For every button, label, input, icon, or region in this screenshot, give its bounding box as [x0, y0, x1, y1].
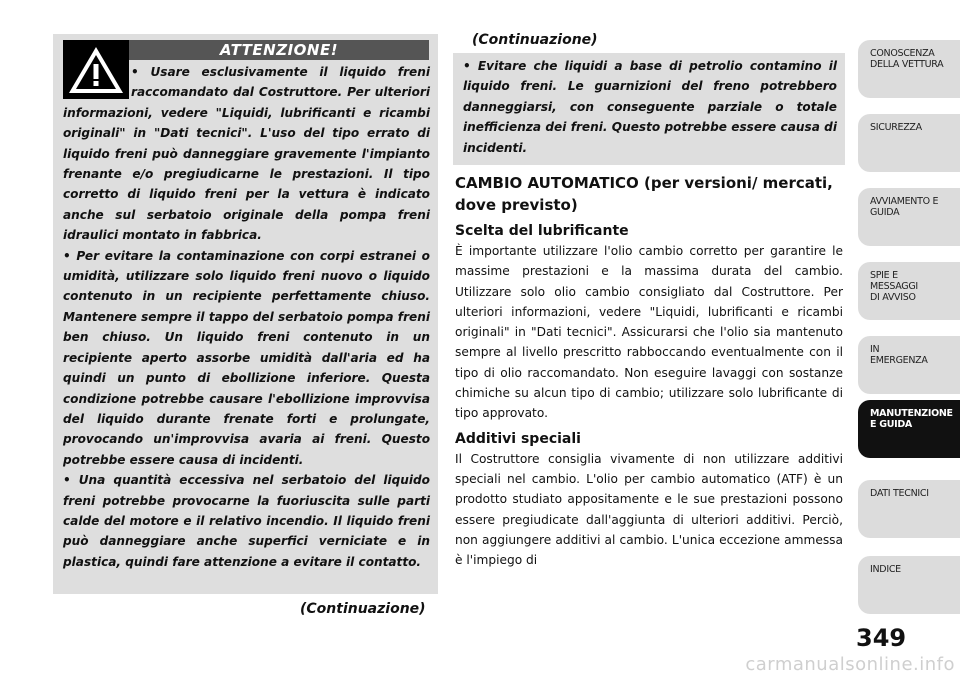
tab-indice[interactable]: INDICE	[858, 556, 960, 614]
subsection-title: Scelta del lubrificante	[455, 223, 629, 239]
tab-spie-e-messaggi[interactable]: SPIE E MESSAGGI DI AVVISO	[858, 262, 960, 320]
main-content	[455, 172, 843, 570]
continuation-note: (Continuazione)	[300, 601, 426, 617]
warning-paragraph: • Usare esclusivamente il liquido freni raccomandato dal Costruttore. Per ulteriori informazioni, vedere "Liquidi, lubrificanti e ricambi originali" in "Dati tecnici". L'uso del tipo errato di liquido freni può danneggiare gravemente l'impianto frenante e/o pregiudicarne le prestazioni. Il tipo corretto di liquido freni per la vettura è indicato anche sul serbatoio originale della pompa freni idraulici montato in fabbrica.	[63, 65, 430, 243]
tab-sicurezza[interactable]: SICUREZZA	[858, 114, 960, 172]
tab-avviamento-e-guida[interactable]: AVVIAMENTO E GUIDA	[858, 188, 960, 246]
body-paragraph: È importante utilizzare l'olio cambio corretto per garantire le massime prestazioni e la massima durata del cambio. Utilizzare solo olio cambio consigliato dal Costruttore. Per ulteriori informazioni, vedere "Liquidi, lubrificanti e ricambi originali" in "Dati tecnici". Assicurarsi che l'olio sia mantenuto sempre al livello prescritto rabboccando eventualmente con il tipo di olio raccomandato. Non eseguire lavaggi con sostanze chimiche su alcun tipo di cambio; utilizzare solo lubrificante di tipo approvato.	[455, 244, 843, 421]
warning-paragraph: • Una quantità eccessiva nel serbatoio del liquido freni potrebbe provocarne la fuoriuscita sulle parti calde del motore e il relativo incendio. Il liquido freni può danneggiare anche superfici verniciate e in plastica, quindi fare attenzione a evitare il contatto.	[63, 473, 430, 569]
page-number: 349	[856, 624, 907, 652]
body-paragraph: Il Costruttore consiglia vivamente di non utilizzare additivi speciali nel cambio. L'olio per cambio automatico (ATF) è un prodotto studiato appositamente e le sue prestazioni possono essere pregiudicate dall'aggiunta di ulteriori additivi. Perciò, non aggiungere additivi al cambio. L'unica eccezione ammessa è l'impiego di	[455, 451, 843, 568]
watermark: carmanualsonline.info	[745, 654, 955, 675]
warning-body	[63, 39, 430, 572]
tab-conoscenza-della-vettura[interactable]: CONOSCENZA DELLA VETTURA	[858, 40, 960, 98]
warning-box	[53, 34, 438, 594]
warning-title: ATTENZIONE!	[129, 40, 429, 60]
continuation-heading: (Continuazione)	[472, 32, 598, 48]
warning-box-continued	[453, 53, 845, 165]
warning-paragraph: • Evitare che liquidi a base di petrolio contamino il liquido freni. Le guarnizioni del freno potrebbero danneggiarsi, con conseguente parziale o totale inefficienza dei freni. Questo potrebbe essere causa di incidenti.	[463, 59, 837, 155]
section-title: CAMBIO AUTOMATICO (per versioni/ mercati, dove previsto)	[455, 174, 833, 214]
warning-triangle-icon	[63, 40, 129, 99]
subsection-title: Additivi speciali	[455, 430, 581, 447]
tab-manutenzione-e-guida[interactable]: MANUTENZIONE E GUIDA	[858, 400, 960, 458]
tab-dati-tecnici[interactable]: DATI TECNICI	[858, 480, 960, 538]
tab-in-emergenza[interactable]: IN EMERGENZA	[858, 336, 960, 394]
warning-paragraph: • Per evitare la contaminazione con corpi estranei o umidità, utilizzare solo liquido freni nuovo o liquido contenuto in un recipiente perfettamente chiuso. Mantenere sempre il tappo del serbatoio pompa freni ben chiuso. Un liquido freni contenuto in un recipiente aperto assorbe umidità dall'aria ed ha quindi un punto di ebollizione inferiore. Questa condizione potrebbe causare l'ebollizione improvvisa del liquido durante frenate forti e prolungate, provocando un'improvvisa avaria ai freni. Questo potrebbe essere causa di incidenti.	[63, 248, 430, 467]
